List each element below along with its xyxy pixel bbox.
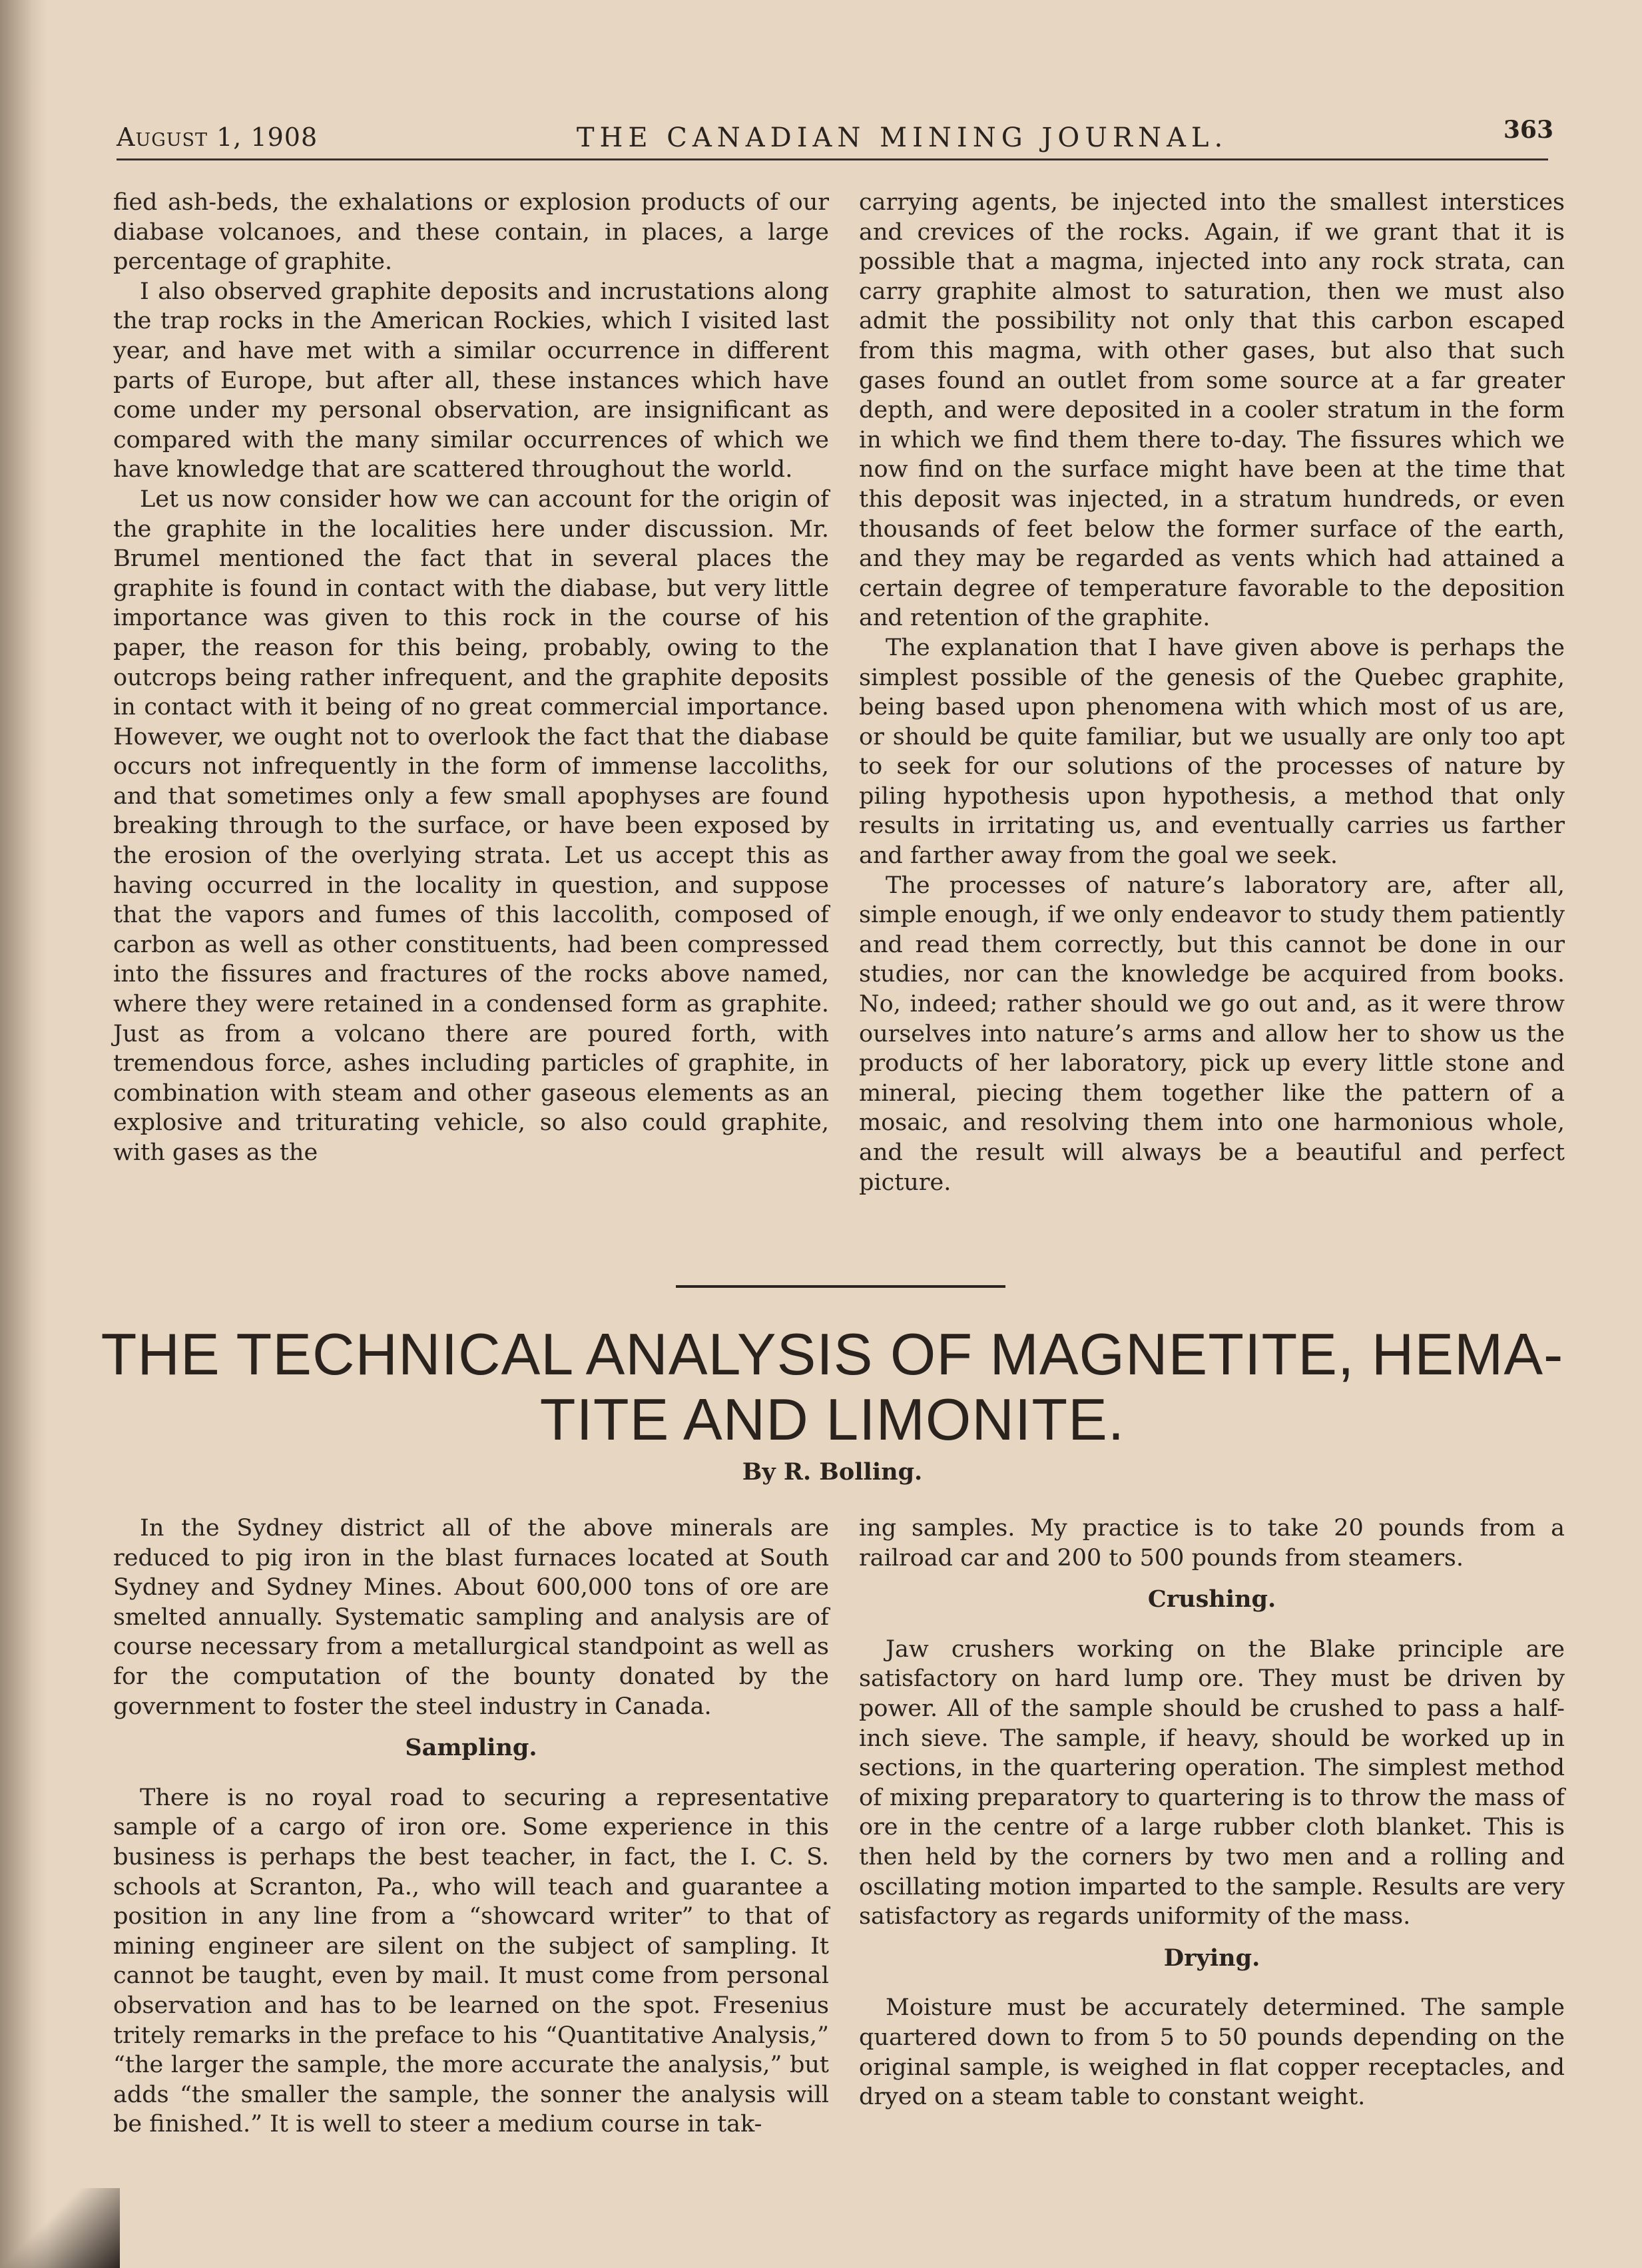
journal-title: THE CANADIAN MINING JOURNAL.	[576, 123, 1229, 153]
paragraph: The processes of nature’s laboratory are, after all, simple enough, if we only endeavor to study them patiently and read them correctly, but this cannot be done in our studies, nor can the knowledge be acquired from books. No, indeed; rather should we go out and, as it were throw ourselves into nature’s arms and allow her to show us the products of her laboratory, pick up every little stone and mineral, piecing them together like the pattern of a mosaic, and resolving them into one harmonious whole, and the result will always be a beautiful and perfect picture.	[859, 872, 1565, 1196]
paragraph: The explanation that I have given above is perhaps the simplest possible of the genesis of the Quebec graphite, being based upon phenomena with which most of us are, or should be quite familiar, but we usually are only too apt to seek for our solutions of the processes of nature by piling hypothesis upon hypothesis, a method that only results in irritating us, and eventually carries us farther and farther away from the goal we seek.	[859, 634, 1565, 870]
drying-paragraph: Moisture must be accurately determined. The sample quartered down to from 5 to 50 pounds depending on the original sample, is weighed in flat copper receptacles, and dryed on a steam table to constant weight.	[859, 1994, 1565, 2111]
issue-date: August 1, 1908	[117, 123, 318, 152]
running-header	[117, 116, 1553, 160]
section-divider	[676, 1285, 1005, 1288]
page-gutter-shadow	[0, 0, 47, 2268]
paragraph: carrying agents, be injected into the smallest interstices and crevices of the rocks. Again, if we grant that it is possible that a magma, injected into any rock strata, can carry graphite almost to saturation, then we must also admit the possibility not only that this carbon escaped from this magma, with other gases, but also that such gases found an outlet from some source at a far greater depth, and were deposited in a cooler stratum in the form in which we find them there to-day. The fissures which we now find on the surface might have been at the time that this deposit was injected, in a stratum hundreds, or even thousands of feet below the former surface of the earth, and they may be regarded as vents which had attained a certain degree of temperature favorable to the deposition and retention of the graphite.	[859, 189, 1565, 632]
article-title-line-2: TITE AND LIMONITE.	[539, 1386, 1125, 1452]
paragraph: I also observed graphite deposits and incrustations along the trap rocks in the American Rockies, which I visited last year, and have met with a similar occurrence in different parts of Europe, but after all, these instances which have come under my personal observation, are insignificant as compared with the many similar occurrences of which we have knowledge that are scattered throughout the world.	[113, 278, 829, 483]
page-corner-shadow	[0, 2188, 120, 2268]
section-heading-drying: Drying.	[1163, 1944, 1260, 1972]
article-column-left	[113, 1514, 829, 2139]
crushing-paragraph: Jaw crushers working on the Blake principle are satisfactory on hard lump ore. They must be driven by power. All of the sample should be crushed to pass a half-inch sieve. The sample, if heavy, should be worked up in sections, in the quartering operation. The simplest method of mixing preparatory to quartering is to throw the mass of ore in the centre of a large rubber cloth blanket. This is then held by the corners by two men and a rolling and oscillating motion imparted to the sample. Results are very satisfactory as regards uniformity of the mass.	[859, 1635, 1565, 1930]
prev-article-column-right	[859, 188, 1565, 1197]
article-byline: By R. Bolling.	[742, 1458, 923, 1486]
paragraph: Let us now consider how we can account for the origin of the graphite in the localities here under discussion. Mr. Brumel mentioned the fact that in several places the graphite is found in contact with the diabase, but very little importance was given to this rock in the course of his paper, the reason for this being, probably, owing to the outcrops being rather infrequent, and the graphite deposits in contact with it being of no great commercial importance. However, we ought not to overlook the fact that the diabase occurs not infrequently in the form of immense laccoliths, and that sometimes only a few small apophyses are found breaking through to the surface, or have been exposed by the erosion of the overlying strata. Let us accept this as having occurred in the locality in question, and suppose that the vapors and fumes of this laccolith, composed of carbon as well as other constituents, had been compressed into the fissures and fractures of the rocks above named, where they were retained in a condensed form as graphite. Just as from a volcano there are poured forth, with tremendous force, ashes including particles of graphite, in combination with steam and other gaseous elements as an explosive and triturating vehicle, so also could graphite, with gases as the	[113, 485, 829, 1166]
section-heading-crushing: Crushing.	[1147, 1585, 1276, 1613]
article-title	[100, 1322, 1565, 1452]
intro-paragraph: In the Sydney district all of the above minerals are reduced to pig iron in the blast furnaces located at South Sydney and Sydney Mines. About 600,000 tons of ore are smelted annually. Systematic sampling and analysis are of course necessary from a metallurgical standpoint as well as for the computation of the bounty donated by the government to foster the steel industry in Canada.	[113, 1515, 829, 1720]
sampling-continued-paragraph: ing samples. My practice is to take 20 pounds from a railroad car and 200 to 500 pounds from steamers.	[859, 1515, 1565, 1571]
paragraph: fied ash-beds, the exhalations or explosion products of our diabase volcanoes, and these contain, in places, a large percentage of graphite.	[113, 189, 829, 276]
section-heading-sampling: Sampling.	[405, 1734, 537, 1762]
article-title-line-1: THE TECHNICAL ANALYSIS OF MAGNETITE, HEMA-	[101, 1321, 1564, 1387]
article-column-right	[859, 1514, 1565, 2112]
page-number: 363	[1503, 116, 1553, 144]
sampling-paragraph: There is no royal road to securing a representative sample of a cargo of iron ore. Some experience in this business is perhaps the best teacher, in fact, the I. C. S. schools at Scranton, Pa., who will teach and guarantee a position in any line from a “showcard writer” to that of mining engineer are silent on the subject of sampling. It cannot be taught, even by mail. It must come from personal observation and has to be learned on the spot. Fresenius tritely remarks in the preface to his “Quantitative Analysis,” “the larger the sample, the more accurate the analysis,” but adds “the smaller the sample, the sonner the analysis will be finished.” It is well to steer a medium course in tak-	[113, 1784, 829, 2138]
prev-article-column-left	[113, 188, 829, 1168]
